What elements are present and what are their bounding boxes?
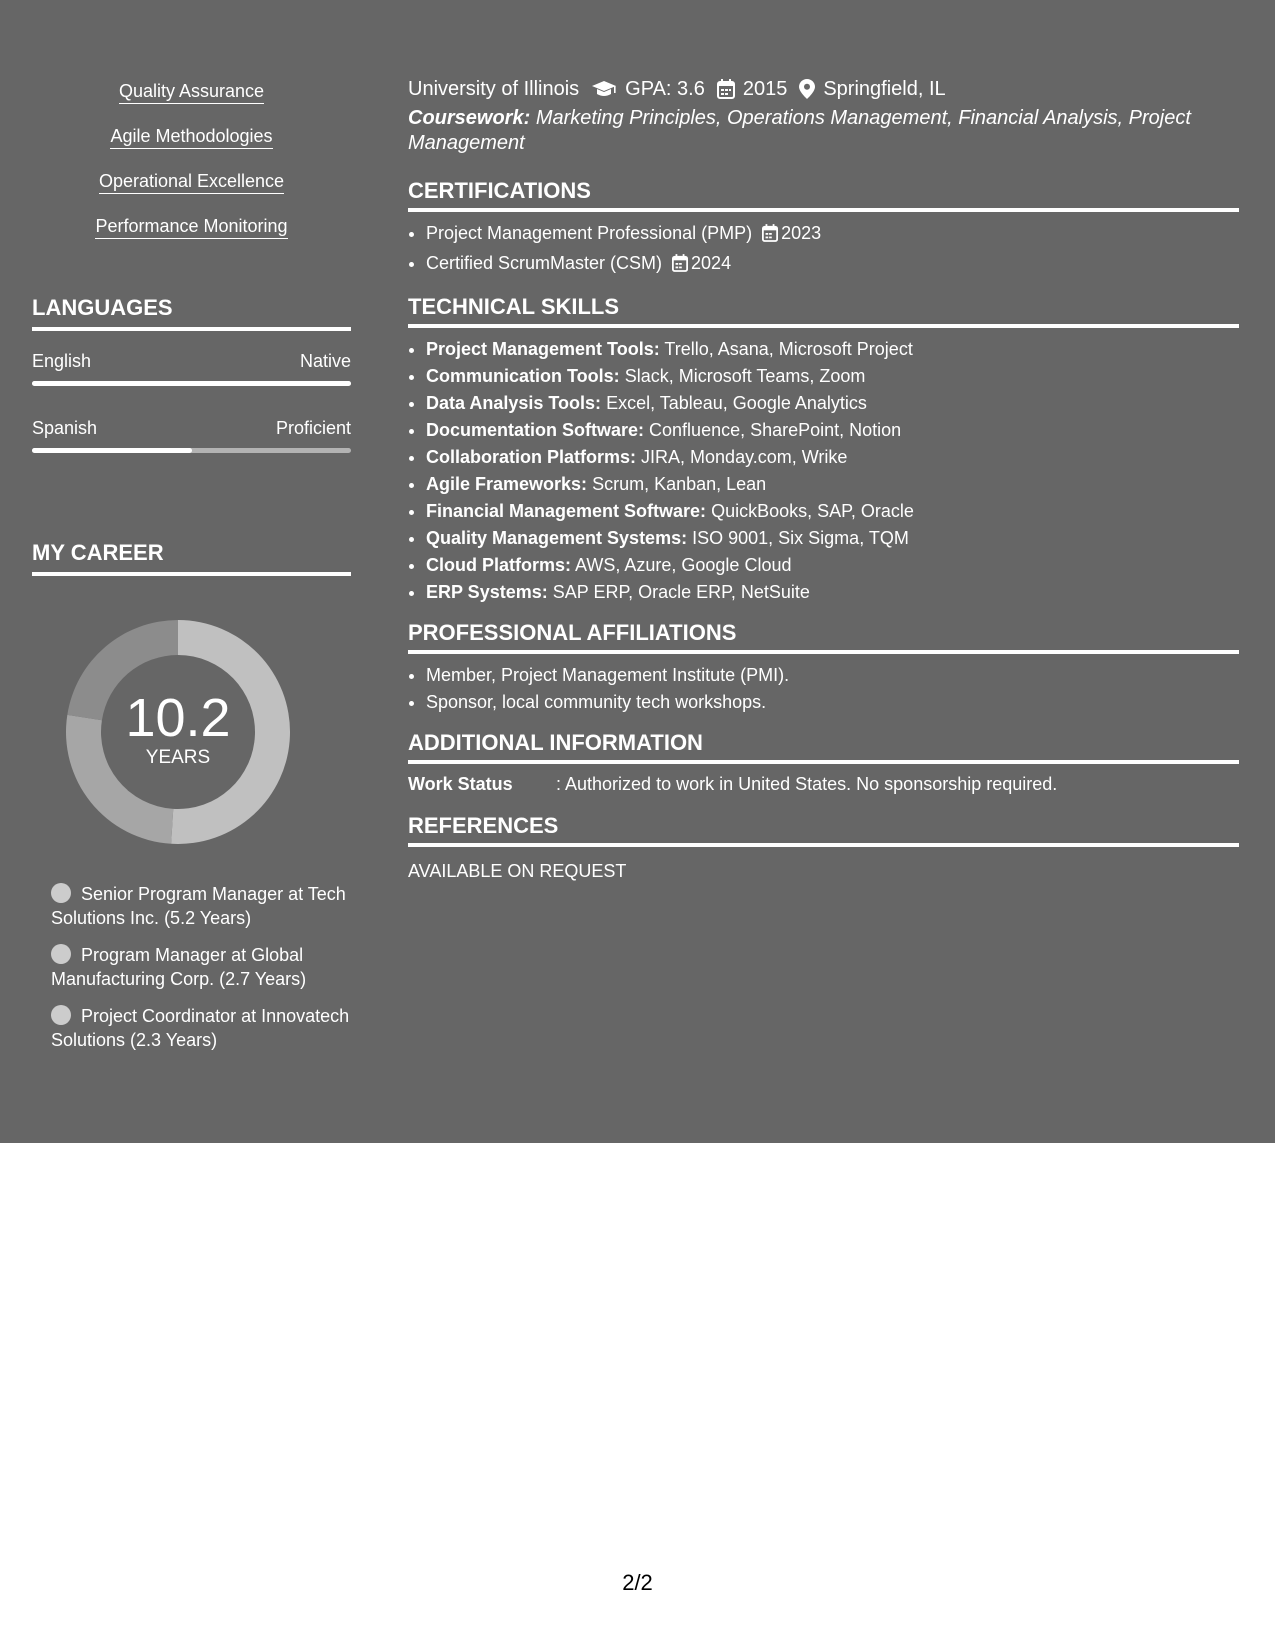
language-bar <box>32 448 351 453</box>
skill-item: • Financial Management Software: QuickBooks, SAP, Oracle <box>426 498 1239 525</box>
language-level: Proficient <box>275 418 351 438</box>
skill-item: • Data Analysis Tools: Excel, Tableau, Google Analytics <box>426 390 1239 417</box>
affiliation-item: • Member, Project Management Institute (PMI). <box>426 662 1239 689</box>
language-level: Native <box>299 351 351 371</box>
graduation-year: 2015 <box>742 78 788 100</box>
skills-title: TECHNICAL SKILLS <box>408 294 1239 328</box>
career-total-years: 10.2 <box>125 688 231 748</box>
career-section <box>32 540 351 576</box>
certifications-section <box>408 178 1239 280</box>
page-number: 2/2 <box>622 1570 653 1595</box>
certifications-title: CERTIFICATIONS <box>408 178 1239 212</box>
career-donut-chart <box>66 620 290 844</box>
affiliations-section <box>408 620 1239 716</box>
career-item: Senior Program Manager at Tech Solutions Inc. (5.2 Years) <box>51 884 346 928</box>
coursework <box>408 106 1239 156</box>
right-column <box>408 76 1239 882</box>
education-line <box>408 76 1239 102</box>
language-bar-fill <box>32 381 351 386</box>
skills-section <box>408 294 1239 606</box>
gpa: GPA: 3.6 <box>625 78 705 100</box>
references-title: REFERENCES <box>408 813 1239 847</box>
left-column <box>32 80 351 1050</box>
work-status-value: : Authorized to work in United States. No sponsorship required. <box>556 774 1058 794</box>
bullet-dot-icon <box>51 1005 71 1025</box>
languages-section <box>32 295 351 453</box>
strengths-list <box>32 80 351 260</box>
career-item: Project Coordinator at Innovatech Solutions (2.3 Years) <box>51 1006 350 1050</box>
skill-item: • Project Management Tools: Trello, Asana, Microsoft Project <box>426 336 1239 363</box>
work-status-label: Work Status <box>408 774 513 794</box>
certification-item: • Certified ScrumMaster (CSM) 2024 <box>426 250 1239 280</box>
language-bar <box>32 381 351 386</box>
strength-item: Performance Monitoring <box>95 215 287 239</box>
career-list <box>51 882 351 1065</box>
skill-item: • Communication Tools: Slack, Microsoft Teams, Zoom <box>426 363 1239 390</box>
affiliation-item: • Sponsor, local community tech workshops. <box>426 689 1239 716</box>
strength-item: Quality Assurance <box>119 80 264 104</box>
graduation-cap-icon <box>591 80 617 98</box>
language-item <box>32 351 351 386</box>
strength-item: Operational Excellence <box>99 170 284 194</box>
education-location: Springfield, IL <box>823 78 946 100</box>
work-status-row <box>408 774 1239 795</box>
map-pin-icon <box>799 79 815 99</box>
affiliations-title: PROFESSIONAL AFFILIATIONS <box>408 620 1239 654</box>
career-title: MY CAREER <box>32 540 351 576</box>
certification-year: 2024 <box>691 253 732 273</box>
languages-title: LANGUAGES <box>32 295 351 331</box>
skill-item: • Quality Management Systems: ISO 9001, Six Sigma, TQM <box>426 525 1239 552</box>
certification-year: 2023 <box>781 223 822 243</box>
language-name: Spanish <box>32 418 98 438</box>
references-section <box>408 813 1239 882</box>
bullet-dot-icon <box>51 883 71 903</box>
calendar-icon <box>762 223 778 250</box>
calendar-icon <box>717 79 735 99</box>
skill-item: • Documentation Software: Confluence, SharePoint, Notion <box>426 417 1239 444</box>
references-text: AVAILABLE ON REQUEST <box>408 861 627 881</box>
school-name: University of Illinois <box>408 78 580 100</box>
career-item: Program Manager at Global Manufacturing Corp. (2.7 Years) <box>51 945 307 989</box>
skill-item: • ERP Systems: SAP ERP, Oracle ERP, NetSuite <box>426 579 1239 606</box>
bullet-dot-icon <box>51 944 71 964</box>
career-total-unit: YEARS <box>145 747 211 768</box>
strength-item: Agile Methodologies <box>110 125 272 149</box>
skill-item: • Cloud Platforms: AWS, Azure, Google Cloud <box>426 552 1239 579</box>
language-name: English <box>32 351 92 371</box>
skill-item: • Agile Frameworks: Scrum, Kanban, Lean <box>426 471 1239 498</box>
coursework-label: Coursework: <box>408 107 531 129</box>
calendar-icon <box>672 253 688 280</box>
coursework-list: Marketing Principles, Operations Management, Financial Analysis, Project Management <box>408 107 1191 154</box>
language-bar-fill <box>32 448 192 453</box>
skill-item: • Collaboration Platforms: JIRA, Monday.com, Wrike <box>426 444 1239 471</box>
additional-section <box>408 730 1239 795</box>
additional-title: ADDITIONAL INFORMATION <box>408 730 1239 764</box>
language-item <box>32 418 351 453</box>
certification-item: • Project Management Professional (PMP) 2023 <box>426 220 1239 250</box>
